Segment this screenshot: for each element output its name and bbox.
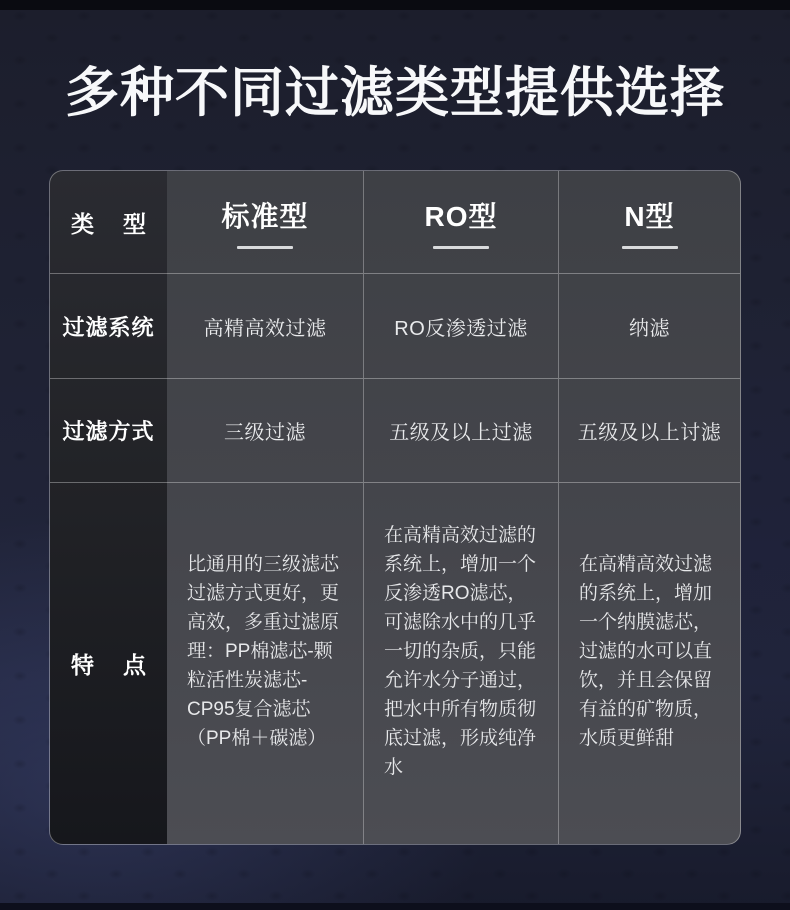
cell-filter-system-standard: 高精高效过滤 <box>167 274 363 379</box>
features-char-1: 特 <box>71 652 94 678</box>
features-ro-text: 在高精高效过滤的系统上，增加一个反渗透RO滤芯，可滤除水中的几乎一切的杂质，只能允许水分子通过，把水中所有物质彻底过滤，形成纯净水 <box>384 525 537 778</box>
column-header-standard-label: 标准型 <box>221 201 309 232</box>
cell-features-n <box>558 483 740 844</box>
features-standard-text: 比通用的三级滤芯过滤方式更好，更高效，多重过滤原理：PP棉滤芯-颗粒活性炭滤芯-CP95复合滤芯（PP棉＋碳滤） <box>187 554 340 749</box>
row-label-filter-system: 过滤系统 <box>50 274 167 379</box>
cell-filter-system-ro: RO反渗透过滤 <box>363 274 558 379</box>
bottom-strip <box>0 903 790 910</box>
features-n-text: 在高精高效过滤的系统上，增加一个纳膜滤芯，过滤的水可以直饮，并且会保留有益的矿物质，水质更鲜甜 <box>579 554 713 749</box>
corner-char-2: 型 <box>123 210 146 237</box>
features-char-2: 点 <box>123 652 146 678</box>
cell-filter-system-n: 纳滤 <box>558 274 740 379</box>
row-label-features <box>50 483 167 844</box>
header-underline <box>622 246 678 249</box>
page-title: 多种不同过滤类型提供选择 <box>65 63 725 123</box>
column-header-standard <box>167 171 363 274</box>
cell-filter-method-standard: 三级过滤 <box>167 379 363 483</box>
cell-features-ro <box>363 483 558 844</box>
header-underline <box>237 246 293 249</box>
row-label-filter-method: 过滤方式 <box>50 379 167 483</box>
top-strip <box>0 0 790 10</box>
filter-type-comparison-table <box>49 170 741 845</box>
cell-filter-method-ro: 五级及以上过滤 <box>363 379 558 483</box>
header-underline <box>433 246 489 249</box>
column-header-n <box>558 171 740 274</box>
cell-features-standard <box>167 483 363 844</box>
corner-header-type <box>50 171 167 274</box>
column-header-n-label: N型 <box>624 201 675 232</box>
cell-filter-method-n: 五级及以上讨滤 <box>558 379 740 483</box>
column-header-ro <box>363 171 558 274</box>
corner-char-1: 类 <box>71 210 94 237</box>
column-header-ro-label: RO型 <box>424 201 498 232</box>
